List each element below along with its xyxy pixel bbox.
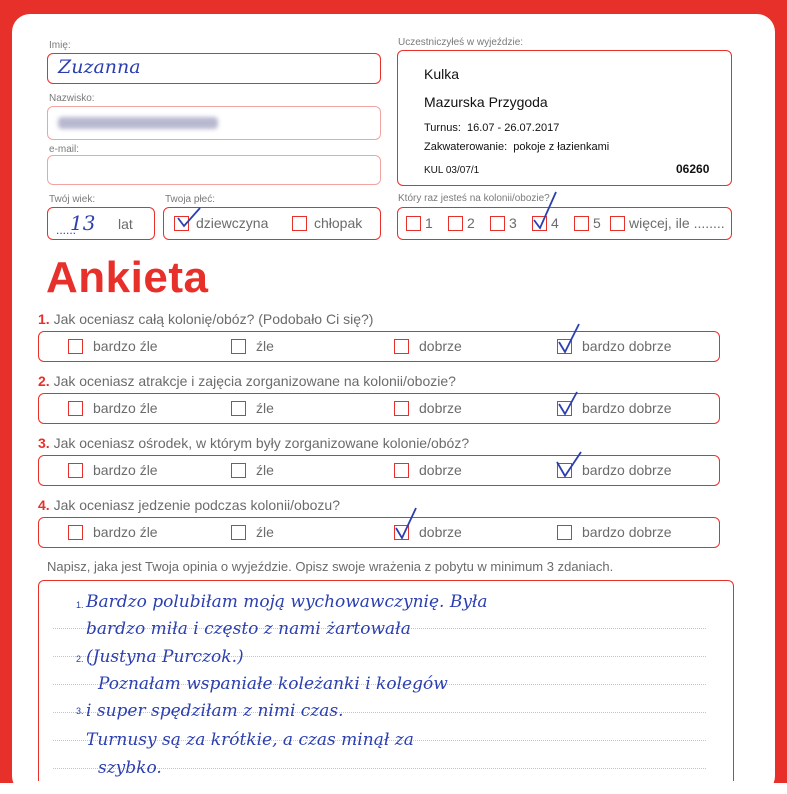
q3-checkbox-bad[interactable] (231, 463, 246, 478)
email-label: e-mail: (49, 144, 80, 155)
q4-checkbox-very-bad[interactable] (68, 525, 83, 540)
email-field[interactable] (47, 155, 381, 185)
q4-option-very-bad: bardzo źle (93, 524, 158, 540)
q4-checkbox-bad[interactable] (231, 525, 246, 540)
q1-option-good: dobrze (419, 338, 462, 354)
q2-option-very-good: bardzo dobrze (582, 400, 672, 416)
opinion-prompt: Napisz, jaka jest Twoja opinia o wyjeździe. Opisz swoje wrażenia z pobytu w minimum 3 zdaniach. (47, 559, 614, 574)
opinion-line-2: bardzo miła i często z nami żartowała (86, 619, 411, 639)
trip-brand: Kulka (424, 66, 460, 82)
q3-option-very-bad: bardzo źle (93, 462, 158, 478)
trip-name: Mazurska Przygoda (424, 94, 548, 110)
opinion-line-4: Poznałam wspaniałe koleżanki i kolegów (98, 674, 448, 694)
q1-checkbox-good[interactable] (394, 339, 409, 354)
trip-number: 06260 (676, 162, 710, 176)
age-field[interactable] (47, 207, 155, 240)
times-label: Który raz jesteś na kolonii/obozie? (398, 193, 550, 204)
check-icon (394, 506, 420, 542)
q3-checkbox-good[interactable] (394, 463, 409, 478)
q1-checkbox-very-bad[interactable] (68, 339, 83, 354)
check-icon (557, 390, 581, 418)
times-checkbox-2[interactable] (448, 216, 463, 231)
opinion-line-6: Turnusy są za krótkie, a czas minął za (86, 730, 414, 750)
trip-label: Uczestniczyłeś w wyjeździe: (398, 37, 524, 48)
opinion-line-3: (Justyna Purczok.) (86, 647, 244, 667)
times-field (397, 207, 732, 240)
q2-checkbox-very-bad[interactable] (68, 401, 83, 416)
q2-option-very-bad: bardzo źle (93, 400, 158, 416)
age-value: 13 (70, 211, 96, 235)
q3-option-good: dobrze (419, 462, 462, 478)
surname-field[interactable] (47, 106, 381, 140)
question-text: Jak oceniasz jedzenie podczas kolonii/obozu? (53, 497, 340, 513)
q3-option-bad: źle (256, 462, 274, 478)
question-text: Jak oceniasz ośrodek, w którym były zorganizowane kolonie/obóz? (53, 435, 470, 451)
q1-option-bad: źle (256, 338, 274, 354)
turnus-row (424, 122, 559, 134)
times-checkbox-5[interactable] (574, 216, 589, 231)
trip-code: KUL 03/07/1 (424, 165, 480, 176)
times-option-3: 3 (509, 215, 517, 231)
question-4 (38, 497, 340, 513)
opinion-marker-2: 2. (76, 654, 84, 664)
turnus-label: Turnus: (424, 122, 461, 134)
q3-option-very-good: bardzo dobrze (582, 462, 672, 478)
accommodation-label: Zakwaterowanie: (424, 141, 508, 153)
check-icon (555, 450, 583, 480)
q4-checkbox-very-good[interactable] (557, 525, 572, 540)
opinion-line-7: szybko. (98, 758, 162, 778)
gender-option-girl: dziewczyna (196, 215, 269, 231)
q1-option-very-bad: bardzo źle (93, 338, 158, 354)
q2-checkbox-good[interactable] (394, 401, 409, 416)
question-number: 2. (38, 373, 50, 389)
answer-row-4 (38, 517, 720, 548)
answer-row-2 (38, 393, 720, 424)
name-value: Zuzanna (58, 56, 141, 78)
question-number: 4. (38, 497, 50, 513)
accommodation-value: pokoje z łazienkami (513, 141, 610, 153)
q3-checkbox-very-bad[interactable] (68, 463, 83, 478)
accommodation-row (424, 141, 609, 153)
opinion-line-5: i super spędziłam z nimi czas. (86, 701, 344, 721)
redacted-surname (58, 117, 218, 129)
question-text: Jak oceniasz atrakcje i zajęcia zorganizowane na kolonii/obozie? (53, 373, 456, 389)
q4-option-very-good: bardzo dobrze (582, 524, 672, 540)
times-option-1: 1 (425, 215, 433, 231)
question-1 (38, 311, 373, 327)
age-unit: lat (118, 216, 133, 232)
q2-option-good: dobrze (419, 400, 462, 416)
age-dots: ...... (56, 223, 77, 237)
q4-option-bad: źle (256, 524, 274, 540)
name-field[interactable] (47, 53, 381, 84)
times-checkbox-1[interactable] (406, 216, 421, 231)
gender-field (163, 207, 381, 240)
question-number: 1. (38, 311, 50, 327)
times-checkbox-more[interactable] (610, 216, 625, 231)
survey-title: Ankieta (46, 253, 209, 302)
q2-checkbox-bad[interactable] (231, 401, 246, 416)
times-option-4: 4 (551, 215, 559, 231)
check-icon (557, 322, 583, 356)
times-option-2: 2 (467, 215, 475, 231)
question-3 (38, 435, 469, 451)
name-label: Imię: (49, 40, 71, 51)
times-checkbox-3[interactable] (490, 216, 505, 231)
q1-option-very-good: bardzo dobrze (582, 338, 672, 354)
answer-row-3 (38, 455, 720, 486)
opinion-marker-1: 1. (76, 600, 84, 610)
q1-checkbox-bad[interactable] (231, 339, 246, 354)
surname-label: Nazwisko: (49, 93, 95, 104)
age-label: Twój wiek: (49, 194, 96, 205)
opinion-line-1: Bardzo polubiłam moją wychowawczynię. Była (86, 592, 488, 612)
gender-checkbox-boy[interactable] (292, 216, 307, 231)
opinion-marker-3: 3. (76, 706, 84, 716)
turnus-value: 16.07 - 26.07.2017 (466, 122, 560, 134)
question-2 (38, 373, 456, 389)
times-option-more: więcej, ile ........ (629, 215, 725, 231)
q2-option-bad: źle (256, 400, 274, 416)
gender-option-boy: chłopak (314, 215, 363, 231)
answer-row-1 (38, 331, 720, 362)
times-option-5: 5 (593, 215, 601, 231)
question-text: Jak oceniasz całą kolonię/obóz? (Podobało Ci się?) (53, 311, 374, 327)
gender-label: Twoja płeć: (165, 194, 216, 205)
q4-option-good: dobrze (419, 524, 462, 540)
question-number: 3. (38, 435, 50, 451)
trip-info-box (397, 50, 732, 186)
